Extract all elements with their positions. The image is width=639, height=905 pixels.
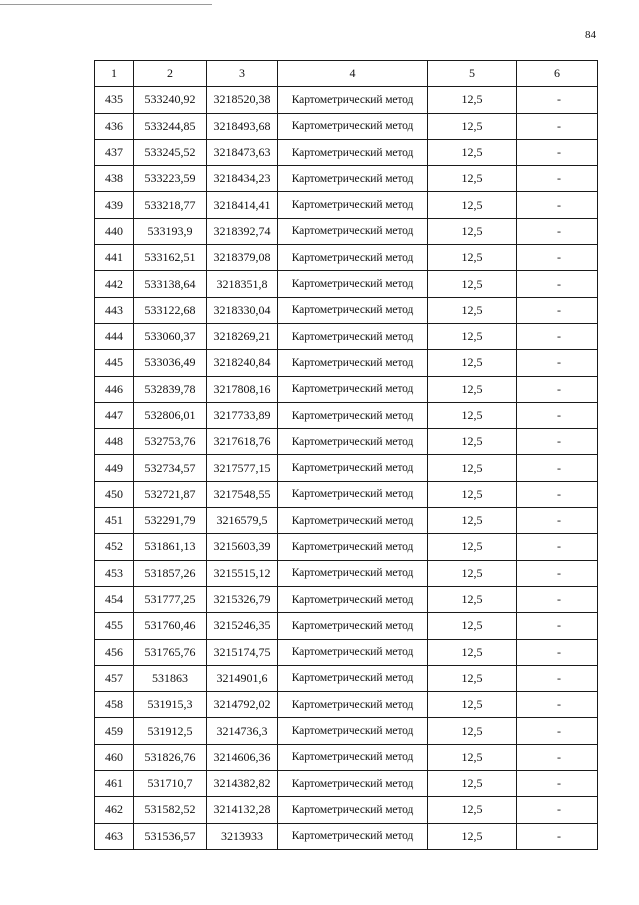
y-coordinate-cell: 3218434,23 [207,166,278,192]
y-coordinate-cell: 3213933 [207,823,278,849]
table-row [95,87,598,113]
x-coordinate-cell: 531861,13 [134,534,207,560]
table-row [95,455,598,481]
method-cell: Картометрический метод [278,429,428,455]
x-coordinate-cell: 531765,76 [134,639,207,665]
method-cell: Картометрический метод [278,771,428,797]
accuracy-cell: 12,5 [428,245,517,271]
point-number-cell: 452 [95,534,134,560]
method-cell: Картометрический метод [278,376,428,402]
x-coordinate-cell: 533138,64 [134,271,207,297]
description-cell: - [517,481,598,507]
x-coordinate-cell: 533218,77 [134,192,207,218]
y-coordinate-cell: 3218414,41 [207,192,278,218]
method-cell: Картометрический метод [278,166,428,192]
header-cell: 2 [134,61,207,87]
method-cell: Картометрический метод [278,87,428,113]
accuracy-cell: 12,5 [428,402,517,428]
method-cell: Картометрический метод [278,718,428,744]
point-number-cell: 463 [95,823,134,849]
accuracy-cell: 12,5 [428,271,517,297]
table-row [95,508,598,534]
method-cell: Картометрический метод [278,613,428,639]
method-cell: Картометрический метод [278,245,428,271]
description-cell: - [517,192,598,218]
x-coordinate-cell: 532839,78 [134,376,207,402]
point-number-cell: 460 [95,744,134,770]
header-cell: 1 [95,61,134,87]
accuracy-cell: 12,5 [428,218,517,244]
x-coordinate-cell: 531710,7 [134,771,207,797]
method-cell: Картометрический метод [278,692,428,718]
method-cell: Картометрический метод [278,218,428,244]
x-coordinate-cell: 533122,68 [134,297,207,323]
accuracy-cell: 12,5 [428,797,517,823]
x-coordinate-cell: 532806,01 [134,402,207,428]
x-coordinate-cell: 533036,49 [134,350,207,376]
x-coordinate-cell: 533193,9 [134,218,207,244]
description-cell: - [517,166,598,192]
y-coordinate-cell: 3215515,12 [207,560,278,586]
table-row [95,402,598,428]
accuracy-cell: 12,5 [428,481,517,507]
accuracy-cell: 12,5 [428,113,517,139]
y-coordinate-cell: 3218392,74 [207,218,278,244]
accuracy-cell: 12,5 [428,376,517,402]
accuracy-cell: 12,5 [428,744,517,770]
header-row [95,61,598,87]
accuracy-cell: 12,5 [428,692,517,718]
point-number-cell: 455 [95,613,134,639]
method-cell: Картометрический метод [278,192,428,218]
table-header [95,61,598,87]
table-row [95,350,598,376]
point-number-cell: 442 [95,271,134,297]
description-cell: - [517,323,598,349]
accuracy-cell: 12,5 [428,586,517,612]
method-cell: Картометрический метод [278,113,428,139]
method-cell: Картометрический метод [278,586,428,612]
header-cell: 6 [517,61,598,87]
y-coordinate-cell: 3215246,35 [207,613,278,639]
accuracy-cell: 12,5 [428,771,517,797]
point-number-cell: 446 [95,376,134,402]
description-cell: - [517,376,598,402]
point-number-cell: 439 [95,192,134,218]
table-row [95,639,598,665]
description-cell: - [517,139,598,165]
table-row [95,139,598,165]
method-cell: Картометрический метод [278,823,428,849]
accuracy-cell: 12,5 [428,192,517,218]
y-coordinate-cell: 3218269,21 [207,323,278,349]
x-coordinate-cell: 531912,5 [134,718,207,744]
x-coordinate-cell: 533244,85 [134,113,207,139]
description-cell: - [517,797,598,823]
x-coordinate-cell: 533240,92 [134,87,207,113]
method-cell: Картометрический метод [278,139,428,165]
description-cell: - [517,534,598,560]
point-number-cell: 447 [95,402,134,428]
point-number-cell: 449 [95,455,134,481]
point-number-cell: 459 [95,718,134,744]
accuracy-cell: 12,5 [428,823,517,849]
y-coordinate-cell: 3217618,76 [207,429,278,455]
y-coordinate-cell: 3214606,36 [207,744,278,770]
method-cell: Картометрический метод [278,665,428,691]
description-cell: - [517,718,598,744]
accuracy-cell: 12,5 [428,508,517,534]
description-cell: - [517,271,598,297]
description-cell: - [517,771,598,797]
y-coordinate-cell: 3218473,63 [207,139,278,165]
accuracy-cell: 12,5 [428,718,517,744]
description-cell: - [517,429,598,455]
table-row [95,560,598,586]
point-number-cell: 435 [95,87,134,113]
y-coordinate-cell: 3218520,38 [207,87,278,113]
description-cell: - [517,639,598,665]
point-number-cell: 441 [95,245,134,271]
method-cell: Картометрический метод [278,639,428,665]
description-cell: - [517,613,598,639]
x-coordinate-cell: 532721,87 [134,481,207,507]
accuracy-cell: 12,5 [428,139,517,165]
table-row [95,586,598,612]
description-cell: - [517,744,598,770]
y-coordinate-cell: 3215603,39 [207,534,278,560]
description-cell: - [517,823,598,849]
description-cell: - [517,218,598,244]
y-coordinate-cell: 3217577,15 [207,455,278,481]
y-coordinate-cell: 3218493,68 [207,113,278,139]
method-cell: Картометрический метод [278,560,428,586]
accuracy-cell: 12,5 [428,455,517,481]
table-row [95,166,598,192]
y-coordinate-cell: 3218379,08 [207,245,278,271]
description-cell: - [517,508,598,534]
coordinates-table [94,60,598,850]
accuracy-cell: 12,5 [428,350,517,376]
table-row [95,744,598,770]
table-row [95,218,598,244]
y-coordinate-cell: 3218351,8 [207,271,278,297]
accuracy-cell: 12,5 [428,323,517,349]
header-cell: 4 [278,61,428,87]
description-cell: - [517,692,598,718]
y-coordinate-cell: 3217808,16 [207,376,278,402]
description-cell: - [517,297,598,323]
description-cell: - [517,87,598,113]
method-cell: Картометрический метод [278,402,428,428]
accuracy-cell: 12,5 [428,639,517,665]
table-row [95,797,598,823]
x-coordinate-cell: 531777,25 [134,586,207,612]
accuracy-cell: 12,5 [428,87,517,113]
table-row [95,271,598,297]
x-coordinate-cell: 533245,52 [134,139,207,165]
y-coordinate-cell: 3214901,6 [207,665,278,691]
point-number-cell: 458 [95,692,134,718]
description-cell: - [517,402,598,428]
x-coordinate-cell: 531826,76 [134,744,207,770]
description-cell: - [517,350,598,376]
x-coordinate-cell: 531915,3 [134,692,207,718]
table-row [95,718,598,744]
y-coordinate-cell: 3215174,75 [207,639,278,665]
point-number-cell: 436 [95,113,134,139]
accuracy-cell: 12,5 [428,665,517,691]
point-number-cell: 457 [95,665,134,691]
method-cell: Картометрический метод [278,271,428,297]
point-number-cell: 450 [95,481,134,507]
point-number-cell: 444 [95,323,134,349]
y-coordinate-cell: 3214132,28 [207,797,278,823]
table-row [95,823,598,849]
point-number-cell: 462 [95,797,134,823]
table-row [95,665,598,691]
point-number-cell: 445 [95,350,134,376]
x-coordinate-cell: 531536,57 [134,823,207,849]
description-cell: - [517,586,598,612]
method-cell: Картометрический метод [278,481,428,507]
description-cell: - [517,245,598,271]
x-coordinate-cell: 533162,51 [134,245,207,271]
y-coordinate-cell: 3214736,3 [207,718,278,744]
point-number-cell: 451 [95,508,134,534]
header-cell: 5 [428,61,517,87]
table-row [95,245,598,271]
table-row [95,323,598,349]
y-coordinate-cell: 3218240,84 [207,350,278,376]
method-cell: Картометрический метод [278,744,428,770]
description-cell: - [517,560,598,586]
method-cell: Картометрический метод [278,323,428,349]
description-cell: - [517,113,598,139]
table-row [95,113,598,139]
description-cell: - [517,665,598,691]
accuracy-cell: 12,5 [428,560,517,586]
table-body [95,87,598,850]
accuracy-cell: 12,5 [428,429,517,455]
y-coordinate-cell: 3215326,79 [207,586,278,612]
x-coordinate-cell: 531857,26 [134,560,207,586]
table-row [95,771,598,797]
y-coordinate-cell: 3217548,55 [207,481,278,507]
y-coordinate-cell: 3216579,5 [207,508,278,534]
table-row [95,297,598,323]
point-number-cell: 448 [95,429,134,455]
page-number: 84 [585,29,596,41]
table-row [95,429,598,455]
point-number-cell: 443 [95,297,134,323]
table-row [95,376,598,402]
point-number-cell: 438 [95,166,134,192]
header-cell: 3 [207,61,278,87]
point-number-cell: 437 [95,139,134,165]
table-row [95,534,598,560]
accuracy-cell: 12,5 [428,613,517,639]
point-number-cell: 461 [95,771,134,797]
method-cell: Картометрический метод [278,534,428,560]
table-row [95,192,598,218]
y-coordinate-cell: 3217733,89 [207,402,278,428]
point-number-cell: 453 [95,560,134,586]
x-coordinate-cell: 532734,57 [134,455,207,481]
point-number-cell: 454 [95,586,134,612]
table-row [95,613,598,639]
table-row [95,481,598,507]
x-coordinate-cell: 533223,59 [134,166,207,192]
x-coordinate-cell: 533060,37 [134,323,207,349]
description-cell: - [517,455,598,481]
method-cell: Картометрический метод [278,297,428,323]
table-row [95,692,598,718]
x-coordinate-cell: 531760,46 [134,613,207,639]
y-coordinate-cell: 3214382,82 [207,771,278,797]
method-cell: Картометрический метод [278,508,428,534]
x-coordinate-cell: 531863 [134,665,207,691]
x-coordinate-cell: 532291,79 [134,508,207,534]
method-cell: Картометрический метод [278,455,428,481]
accuracy-cell: 12,5 [428,166,517,192]
accuracy-cell: 12,5 [428,534,517,560]
x-coordinate-cell: 532753,76 [134,429,207,455]
accuracy-cell: 12,5 [428,297,517,323]
point-number-cell: 456 [95,639,134,665]
method-cell: Картометрический метод [278,797,428,823]
point-number-cell: 440 [95,218,134,244]
y-coordinate-cell: 3218330,04 [207,297,278,323]
x-coordinate-cell: 531582,52 [134,797,207,823]
y-coordinate-cell: 3214792,02 [207,692,278,718]
method-cell: Картометрический метод [278,350,428,376]
top-rule [0,4,212,5]
